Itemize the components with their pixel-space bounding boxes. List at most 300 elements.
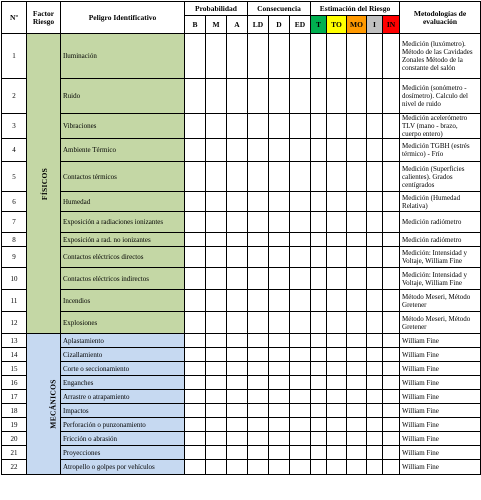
cell-est-in[interactable] — [383, 362, 400, 376]
cell-prob-a[interactable] — [227, 348, 248, 362]
cell-cons-d[interactable] — [269, 139, 290, 162]
cell-prob-m[interactable] — [206, 404, 227, 418]
row-number: 5 — [2, 162, 27, 192]
cell-est-t[interactable] — [311, 312, 327, 334]
cell-est-mo[interactable] — [347, 348, 367, 362]
cell-prob-a[interactable] — [227, 212, 248, 233]
cell-cons-ld[interactable] — [248, 404, 269, 418]
risk-table-body — [2, 34, 481, 475]
cell-prob-a[interactable] — [227, 460, 248, 475]
cell-cons-ld[interactable] — [248, 348, 269, 362]
method-cell: Método Meseri, Método Gretener — [400, 290, 481, 312]
cell-prob-m[interactable] — [206, 348, 227, 362]
cell-est-t[interactable] — [311, 79, 327, 114]
cell-cons-d[interactable] — [269, 362, 290, 376]
cell-cons-d[interactable] — [269, 460, 290, 475]
cell-est-to[interactable] — [327, 390, 347, 404]
cell-cons-ld[interactable] — [248, 79, 269, 114]
cell-prob-m[interactable] — [206, 268, 227, 290]
cell-est-t[interactable] — [311, 460, 327, 475]
cell-est-i[interactable] — [367, 139, 383, 162]
cell-prob-b[interactable] — [185, 334, 206, 348]
table-row — [2, 312, 481, 334]
cell-prob-b[interactable] — [185, 247, 206, 268]
header-factor: Factor Riesgo — [27, 2, 61, 34]
cell-prob-b[interactable] — [185, 446, 206, 460]
cell-prob-a[interactable] — [227, 362, 248, 376]
row-number: 3 — [2, 114, 27, 139]
cell-cons-ld[interactable] — [248, 312, 269, 334]
cell-est-mo[interactable] — [347, 162, 367, 192]
cell-prob-m[interactable] — [206, 446, 227, 460]
cell-est-mo[interactable] — [347, 404, 367, 418]
cell-est-i[interactable] — [367, 418, 383, 432]
cell-est-in[interactable] — [383, 114, 400, 139]
cell-est-i[interactable] — [367, 114, 383, 139]
factor-label: MECÁNICOS — [48, 379, 58, 429]
row-number: 7 — [2, 212, 27, 233]
cell-est-i[interactable] — [367, 268, 383, 290]
table-row — [2, 390, 481, 404]
method-cell: William Fine — [400, 390, 481, 404]
cell-prob-b[interactable] — [185, 162, 206, 192]
cell-cons-ed[interactable] — [290, 290, 311, 312]
cell-prob-m[interactable] — [206, 376, 227, 390]
cell-est-mo[interactable] — [347, 460, 367, 475]
cell-est-in[interactable] — [383, 34, 400, 79]
cell-est-i[interactable] — [367, 362, 383, 376]
cell-prob-b[interactable] — [185, 233, 206, 247]
cell-est-in[interactable] — [383, 460, 400, 475]
cell-prob-b[interactable] — [185, 418, 206, 432]
cell-est-to[interactable] — [327, 34, 347, 79]
row-number: 12 — [2, 312, 27, 334]
cell-prob-b[interactable] — [185, 139, 206, 162]
cell-est-to[interactable] — [327, 334, 347, 348]
cell-est-in[interactable] — [383, 192, 400, 212]
cell-est-in[interactable] — [383, 290, 400, 312]
cell-cons-ld[interactable] — [248, 247, 269, 268]
cell-est-t[interactable] — [311, 334, 327, 348]
cell-prob-m[interactable] — [206, 247, 227, 268]
table-row — [2, 233, 481, 247]
cell-prob-a[interactable] — [227, 418, 248, 432]
cell-prob-m[interactable] — [206, 460, 227, 475]
cell-est-to[interactable] — [327, 432, 347, 446]
cell-est-i[interactable] — [367, 233, 383, 247]
cell-est-in[interactable] — [383, 418, 400, 432]
cell-prob-b[interactable] — [185, 268, 206, 290]
cell-cons-d[interactable] — [269, 432, 290, 446]
cell-est-t[interactable] — [311, 212, 327, 233]
cell-prob-a[interactable] — [227, 446, 248, 460]
cell-prob-b[interactable] — [185, 362, 206, 376]
cell-est-mo[interactable] — [347, 390, 367, 404]
method-cell: Medición acelerómetro TLV (mano - brazo, cuerpo entero) — [400, 114, 481, 139]
cell-est-i[interactable] — [367, 376, 383, 390]
table-row — [2, 290, 481, 312]
cell-est-to[interactable] — [327, 139, 347, 162]
cell-est-to[interactable] — [327, 376, 347, 390]
cell-est-in[interactable] — [383, 390, 400, 404]
cell-est-t[interactable] — [311, 376, 327, 390]
cell-cons-ed[interactable] — [290, 114, 311, 139]
cell-cons-ld[interactable] — [248, 192, 269, 212]
cell-est-i[interactable] — [367, 446, 383, 460]
cell-prob-m[interactable] — [206, 114, 227, 139]
cell-prob-b[interactable] — [185, 404, 206, 418]
cell-prob-b[interactable] — [185, 79, 206, 114]
cell-est-to[interactable] — [327, 233, 347, 247]
cell-est-mo[interactable] — [347, 192, 367, 212]
cell-prob-m[interactable] — [206, 34, 227, 79]
cell-est-in[interactable] — [383, 446, 400, 460]
cell-prob-m[interactable] — [206, 79, 227, 114]
cell-cons-ed[interactable] — [290, 312, 311, 334]
cell-prob-m[interactable] — [206, 290, 227, 312]
cell-prob-m[interactable] — [206, 139, 227, 162]
cell-est-t[interactable] — [311, 446, 327, 460]
method-cell: William Fine — [400, 460, 481, 475]
cell-cons-ed[interactable] — [290, 268, 311, 290]
cell-cons-ld[interactable] — [248, 114, 269, 139]
header-estimacion: Estimación del Riesgo — [311, 2, 400, 16]
cell-est-i[interactable] — [367, 312, 383, 334]
cell-prob-a[interactable] — [227, 233, 248, 247]
cell-est-t[interactable] — [311, 432, 327, 446]
cell-est-to[interactable] — [327, 212, 347, 233]
cell-est-in[interactable] — [383, 404, 400, 418]
cell-cons-ed[interactable] — [290, 418, 311, 432]
cell-est-mo[interactable] — [347, 139, 367, 162]
cell-est-in[interactable] — [383, 139, 400, 162]
cell-cons-ed[interactable] — [290, 192, 311, 212]
hazard-cell: Ambiente Térmico — [61, 139, 185, 162]
cell-est-t[interactable] — [311, 114, 327, 139]
cell-cons-d[interactable] — [269, 34, 290, 79]
cell-est-i[interactable] — [367, 247, 383, 268]
cell-cons-ed[interactable] — [290, 139, 311, 162]
hazard-cell: Fricción o abrasión — [61, 432, 185, 446]
cell-est-i[interactable] — [367, 460, 383, 475]
cell-est-i[interactable] — [367, 334, 383, 348]
cell-est-t[interactable] — [311, 162, 327, 192]
cell-est-to[interactable] — [327, 404, 347, 418]
cell-est-in[interactable] — [383, 79, 400, 114]
cell-cons-ed[interactable] — [290, 79, 311, 114]
cell-est-to[interactable] — [327, 114, 347, 139]
hazard-cell: Atropello o golpes por vehículos — [61, 460, 185, 475]
cell-est-in[interactable] — [383, 432, 400, 446]
hazard-cell: Exposición a radiaciones ionizantes — [61, 212, 185, 233]
cell-cons-ld[interactable] — [248, 34, 269, 79]
cell-prob-b[interactable] — [185, 348, 206, 362]
cell-est-mo[interactable] — [347, 312, 367, 334]
cell-prob-b[interactable] — [185, 390, 206, 404]
row-number: 6 — [2, 192, 27, 212]
cell-cons-ed[interactable] — [290, 212, 311, 233]
cell-cons-ld[interactable] — [248, 268, 269, 290]
cell-cons-ld[interactable] — [248, 376, 269, 390]
cell-est-to[interactable] — [327, 348, 347, 362]
cell-est-mo[interactable] — [347, 290, 367, 312]
factor-mecanicos — [27, 334, 61, 475]
cell-est-mo[interactable] — [347, 446, 367, 460]
cell-cons-ld[interactable] — [248, 212, 269, 233]
cell-cons-ed[interactable] — [290, 162, 311, 192]
cell-est-i[interactable] — [367, 79, 383, 114]
method-cell: Medición radiómetro — [400, 212, 481, 233]
header-metodologias: Metodologías de evaluación — [400, 2, 481, 34]
cell-prob-m[interactable] — [206, 432, 227, 446]
header-est-to: TO — [327, 16, 347, 34]
cell-prob-a[interactable] — [227, 192, 248, 212]
cell-prob-a[interactable] — [227, 268, 248, 290]
cell-est-mo[interactable] — [347, 432, 367, 446]
table-row — [2, 446, 481, 460]
cell-est-i[interactable] — [367, 34, 383, 79]
hazard-cell: Cizallamiento — [61, 348, 185, 362]
cell-cons-ld[interactable] — [248, 390, 269, 404]
header-probabilidad: Probabilidad — [185, 2, 248, 16]
cell-cons-d[interactable] — [269, 79, 290, 114]
cell-est-to[interactable] — [327, 362, 347, 376]
cell-cons-ed[interactable] — [290, 334, 311, 348]
cell-prob-m[interactable] — [206, 418, 227, 432]
cell-cons-ed[interactable] — [290, 404, 311, 418]
cell-prob-a[interactable] — [227, 390, 248, 404]
cell-cons-ld[interactable] — [248, 334, 269, 348]
cell-est-to[interactable] — [327, 446, 347, 460]
cell-est-i[interactable] — [367, 290, 383, 312]
cell-cons-ld[interactable] — [248, 362, 269, 376]
table-row — [2, 114, 481, 139]
cell-cons-d[interactable] — [269, 212, 290, 233]
cell-est-i[interactable] — [367, 212, 383, 233]
cell-est-mo[interactable] — [347, 247, 367, 268]
cell-prob-b[interactable] — [185, 114, 206, 139]
cell-cons-ed[interactable] — [290, 376, 311, 390]
cell-est-mo[interactable] — [347, 376, 367, 390]
hazard-cell: Vibraciones — [61, 114, 185, 139]
cell-cons-ed[interactable] — [290, 362, 311, 376]
cell-est-mo[interactable] — [347, 268, 367, 290]
table-row — [2, 139, 481, 162]
cell-est-mo[interactable] — [347, 418, 367, 432]
cell-cons-d[interactable] — [269, 390, 290, 404]
hazard-cell: Humedad — [61, 192, 185, 212]
cell-cons-ed[interactable] — [290, 34, 311, 79]
table-row — [2, 79, 481, 114]
cell-cons-ed[interactable] — [290, 233, 311, 247]
cell-est-to[interactable] — [327, 290, 347, 312]
cell-cons-ed[interactable] — [290, 432, 311, 446]
cell-est-i[interactable] — [367, 162, 383, 192]
cell-cons-ed[interactable] — [290, 247, 311, 268]
header-num: Nº — [2, 2, 27, 34]
cell-est-mo[interactable] — [347, 114, 367, 139]
cell-est-to[interactable] — [327, 460, 347, 475]
header-est-t: T — [311, 16, 327, 34]
table-row — [2, 362, 481, 376]
cell-prob-a[interactable] — [227, 162, 248, 192]
cell-cons-d[interactable] — [269, 334, 290, 348]
cell-prob-b[interactable] — [185, 460, 206, 475]
cell-prob-a[interactable] — [227, 247, 248, 268]
cell-est-i[interactable] — [367, 432, 383, 446]
cell-cons-d[interactable] — [269, 418, 290, 432]
cell-est-to[interactable] — [327, 79, 347, 114]
cell-est-to[interactable] — [327, 247, 347, 268]
cell-cons-d[interactable] — [269, 247, 290, 268]
hazard-cell: Contactos eléctricos directos — [61, 247, 185, 268]
cell-cons-ld[interactable] — [248, 418, 269, 432]
hazard-cell: Ruido — [61, 79, 185, 114]
row-number: 14 — [2, 348, 27, 362]
cell-est-in[interactable] — [383, 162, 400, 192]
cell-est-t[interactable] — [311, 362, 327, 376]
cell-est-in[interactable] — [383, 233, 400, 247]
cell-est-t[interactable] — [311, 192, 327, 212]
cell-prob-m[interactable] — [206, 233, 227, 247]
method-cell: Medición (sonómetro - dosímetro). Calculo del nivel de ruido — [400, 79, 481, 114]
cell-est-in[interactable] — [383, 247, 400, 268]
cell-prob-a[interactable] — [227, 432, 248, 446]
cell-est-in[interactable] — [383, 348, 400, 362]
table-row — [2, 334, 481, 348]
cell-prob-m[interactable] — [206, 192, 227, 212]
cell-prob-a[interactable] — [227, 376, 248, 390]
cell-est-t[interactable] — [311, 247, 327, 268]
cell-est-mo[interactable] — [347, 212, 367, 233]
cell-cons-d[interactable] — [269, 268, 290, 290]
cell-est-i[interactable] — [367, 404, 383, 418]
cell-prob-m[interactable] — [206, 362, 227, 376]
header-est-in: IN — [383, 16, 400, 34]
cell-cons-ld[interactable] — [248, 290, 269, 312]
cell-cons-d[interactable] — [269, 233, 290, 247]
cell-cons-d[interactable] — [269, 290, 290, 312]
cell-cons-ld[interactable] — [248, 162, 269, 192]
cell-prob-m[interactable] — [206, 390, 227, 404]
cell-cons-d[interactable] — [269, 404, 290, 418]
hazard-cell: Arrastre o atrapamiento — [61, 390, 185, 404]
cell-est-t[interactable] — [311, 139, 327, 162]
row-number: 10 — [2, 268, 27, 290]
cell-prob-a[interactable] — [227, 290, 248, 312]
method-cell: William Fine — [400, 404, 481, 418]
cell-prob-a[interactable] — [227, 139, 248, 162]
cell-est-i[interactable] — [367, 348, 383, 362]
cell-est-to[interactable] — [327, 162, 347, 192]
cell-est-to[interactable] — [327, 192, 347, 212]
cell-prob-b[interactable] — [185, 376, 206, 390]
cell-prob-m[interactable] — [206, 212, 227, 233]
table-row — [2, 162, 481, 192]
row-number: 20 — [2, 432, 27, 446]
cell-est-mo[interactable] — [347, 79, 367, 114]
cell-cons-ed[interactable] — [290, 348, 311, 362]
method-cell: William Fine — [400, 334, 481, 348]
cell-est-t[interactable] — [311, 233, 327, 247]
row-number: 22 — [2, 460, 27, 475]
row-number: 4 — [2, 139, 27, 162]
cell-est-t[interactable] — [311, 418, 327, 432]
cell-cons-d[interactable] — [269, 162, 290, 192]
cell-prob-m[interactable] — [206, 162, 227, 192]
cell-est-t[interactable] — [311, 268, 327, 290]
cell-prob-m[interactable] — [206, 312, 227, 334]
cell-cons-ld[interactable] — [248, 446, 269, 460]
hazard-cell: Contactos térmicos — [61, 162, 185, 192]
factor-label: FÍSICOS — [40, 167, 50, 200]
cell-est-i[interactable] — [367, 192, 383, 212]
cell-est-to[interactable] — [327, 268, 347, 290]
cell-prob-b[interactable] — [185, 432, 206, 446]
cell-cons-ed[interactable] — [290, 390, 311, 404]
cell-prob-a[interactable] — [227, 312, 248, 334]
header-prob-m: M — [206, 16, 227, 34]
cell-est-i[interactable] — [367, 390, 383, 404]
cell-cons-ed[interactable] — [290, 460, 311, 475]
cell-prob-a[interactable] — [227, 114, 248, 139]
cell-est-t[interactable] — [311, 34, 327, 79]
cell-prob-b[interactable] — [185, 312, 206, 334]
method-cell: Medición (luxómetro). Método de las Cavidades Zonales Método de la constante del salón — [400, 34, 481, 79]
cell-est-in[interactable] — [383, 212, 400, 233]
cell-est-to[interactable] — [327, 312, 347, 334]
cell-est-in[interactable] — [383, 312, 400, 334]
cell-prob-b[interactable] — [185, 212, 206, 233]
cell-cons-d[interactable] — [269, 376, 290, 390]
cell-prob-a[interactable] — [227, 34, 248, 79]
cell-prob-b[interactable] — [185, 34, 206, 79]
cell-cons-d[interactable] — [269, 348, 290, 362]
cell-est-t[interactable] — [311, 390, 327, 404]
cell-cons-d[interactable] — [269, 192, 290, 212]
cell-est-t[interactable] — [311, 404, 327, 418]
cell-cons-d[interactable] — [269, 114, 290, 139]
cell-prob-a[interactable] — [227, 79, 248, 114]
cell-est-t[interactable] — [311, 348, 327, 362]
cell-prob-b[interactable] — [185, 192, 206, 212]
cell-est-in[interactable] — [383, 268, 400, 290]
cell-prob-m[interactable] — [206, 334, 227, 348]
cell-cons-ed[interactable] — [290, 446, 311, 460]
cell-est-mo[interactable] — [347, 34, 367, 79]
cell-est-mo[interactable] — [347, 334, 367, 348]
method-cell: William Fine — [400, 446, 481, 460]
cell-est-to[interactable] — [327, 418, 347, 432]
cell-cons-d[interactable] — [269, 312, 290, 334]
cell-est-mo[interactable] — [347, 233, 367, 247]
cell-est-mo[interactable] — [347, 362, 367, 376]
cell-prob-a[interactable] — [227, 334, 248, 348]
cell-cons-ld[interactable] — [248, 233, 269, 247]
cell-cons-ld[interactable] — [248, 432, 269, 446]
cell-cons-ld[interactable] — [248, 460, 269, 475]
cell-prob-a[interactable] — [227, 404, 248, 418]
cell-est-in[interactable] — [383, 334, 400, 348]
header-cons-ld: LD — [248, 16, 269, 34]
cell-prob-b[interactable] — [185, 290, 206, 312]
cell-est-in[interactable] — [383, 376, 400, 390]
risk-matrix-table — [1, 1, 481, 475]
cell-cons-ld[interactable] — [248, 139, 269, 162]
cell-cons-d[interactable] — [269, 446, 290, 460]
row-number: 17 — [2, 390, 27, 404]
cell-est-t[interactable] — [311, 290, 327, 312]
